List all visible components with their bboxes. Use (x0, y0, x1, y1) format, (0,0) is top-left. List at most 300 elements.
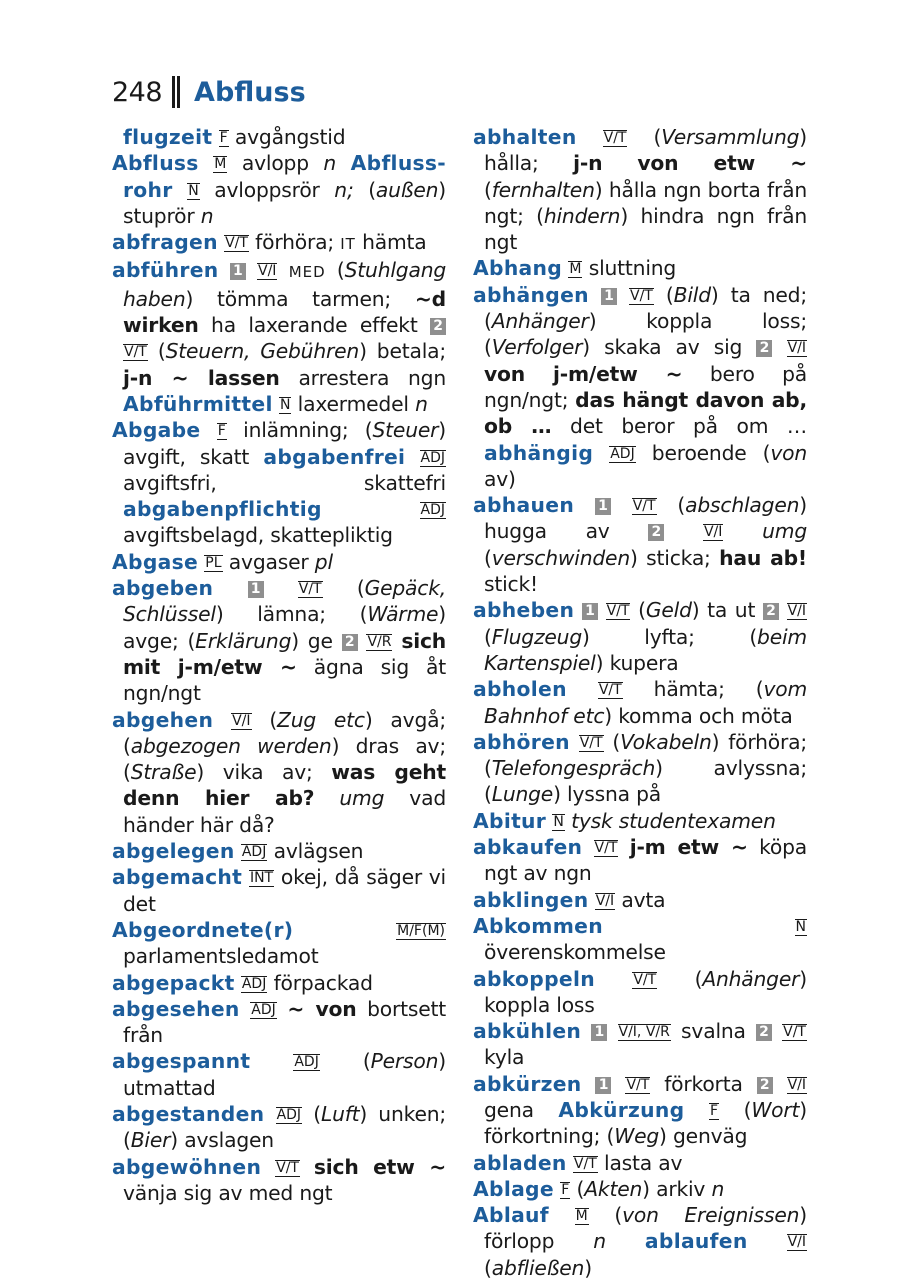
translation-text: ) koppla loss (484, 966, 807, 1017)
dictionary-entry (473, 729, 807, 808)
pos-label: N (188, 182, 199, 199)
translation-text: hämta (355, 230, 427, 255)
translation-text (617, 283, 629, 307)
italic-gloss: abgezogen werden (130, 733, 332, 758)
pos-label: N (795, 918, 806, 935)
italic-gloss: außen (375, 177, 439, 202)
pos-label: V/T (276, 1159, 299, 1176)
pos-label: M (569, 261, 582, 278)
translation-text (618, 835, 629, 859)
dictionary-entry (473, 1202, 807, 1281)
dictionary-entry (473, 913, 807, 966)
translation-text: ) hugga av (484, 493, 807, 544)
translation-text (201, 418, 217, 442)
pos-label: V/T (579, 734, 603, 751)
sense-number-badge: 1 (601, 288, 617, 305)
translation-text (593, 441, 609, 465)
translation-text (314, 786, 339, 810)
dictionary-entry (112, 150, 446, 229)
headword: Ablauf (473, 1203, 549, 1228)
translation-text (570, 730, 579, 754)
translation-text (264, 576, 298, 600)
pos-label: V/T (594, 840, 618, 857)
headword: abhauen (473, 493, 575, 518)
translation-text: ( (630, 598, 646, 623)
translation-text: ( (656, 493, 686, 518)
translation-text: beroende ( (635, 440, 771, 465)
translation-text (574, 493, 595, 517)
dictionary-entry (112, 1048, 446, 1101)
italic-gloss: n (323, 151, 337, 176)
translation-text: ) avge; ( (123, 602, 446, 653)
italic-gloss: Bild (673, 282, 711, 307)
pos-label: N (553, 813, 564, 830)
headword: abkühlen (473, 1019, 582, 1044)
headword: Abfluss (112, 151, 199, 176)
translation-text: ) förhöra; ( (484, 729, 807, 781)
bold-phrase: sich etw ~ (313, 1154, 446, 1179)
headword: Abfluss-rohr (123, 151, 447, 202)
dictionary-entry (112, 917, 446, 970)
translation-text: ) kupera (595, 650, 679, 675)
translation-text (607, 1019, 617, 1043)
translation-text: ( (570, 1176, 585, 1201)
italic-gloss: Anhänger (491, 309, 589, 334)
pos-label: V/I (787, 1234, 807, 1251)
translation-text: avgiftsfri, skattefri (123, 470, 446, 495)
italic-gloss: Flugzeug (491, 624, 582, 649)
right-column (473, 124, 807, 1281)
translation-text: avlopp (227, 151, 324, 176)
headword: Ablage (473, 1176, 554, 1201)
italic-gloss: n (593, 1229, 606, 1254)
translation-text: okej, då säger vi det (123, 865, 446, 916)
bold-phrase: hau ab! (719, 545, 807, 570)
translation-text (603, 914, 795, 938)
translation-text: av) (484, 466, 516, 491)
pos-label: ADJ (251, 1001, 276, 1018)
sense-number-badge: 2 (342, 634, 358, 651)
italic-gloss: Person (370, 1049, 439, 1074)
translation-text: ( (484, 545, 492, 570)
italic-gloss: pl (314, 549, 333, 574)
headword: Abitur (473, 808, 547, 833)
headword: abgesehen (112, 996, 240, 1021)
translation-text (277, 997, 288, 1021)
pos-label: INT (249, 870, 274, 887)
translation-text: avgångstid (228, 125, 346, 149)
translation-text: ) förlopp (484, 1203, 807, 1254)
translation-text: ) stuprör (123, 177, 447, 228)
translation-text: avloppsrör (199, 177, 335, 202)
headword: abklingen (473, 887, 589, 912)
italic-gloss: n (711, 1176, 725, 1201)
pos-label: N (279, 396, 291, 413)
translation-text (598, 598, 606, 622)
translation-text (219, 258, 230, 282)
italic-gloss: Gepäck, Schlüssel (123, 576, 447, 627)
translation-text (581, 1019, 591, 1043)
translation-text (595, 967, 632, 991)
italic-gloss: umg (762, 519, 807, 544)
translation-text (577, 125, 603, 149)
italic-gloss: Weg (614, 1124, 660, 1149)
italic-gloss: Erklärung (195, 628, 292, 653)
dictionary-entry (473, 597, 807, 676)
italic-gloss: Zug etc (277, 707, 365, 732)
dictionary-entry (112, 996, 446, 1049)
pos-label: F (710, 1102, 719, 1119)
italic-gloss: Anhänger (702, 966, 800, 991)
pos-label: V/R (367, 633, 392, 650)
italic-gloss: Wort (751, 1097, 800, 1122)
translation-text: avta (615, 887, 666, 912)
pos-label: F (217, 423, 226, 440)
translation-text: stick! (484, 572, 538, 597)
pos-label: V/T (124, 344, 147, 361)
translation-text: parlamentsledamot (123, 944, 319, 969)
translation-text: ( (322, 576, 365, 601)
translation-text: hämta; ( (622, 677, 764, 702)
translation-text: lasta av (597, 1150, 683, 1175)
bold-phrase: j-m etw ~ (629, 835, 748, 860)
pos-label: ADJ (420, 449, 445, 466)
headword: abhalten (473, 125, 577, 149)
translation-text: ( (484, 177, 492, 202)
headword: Abgabe (112, 418, 201, 443)
translation-text: ) avgift, skatt (123, 418, 446, 469)
italic-gloss: Telefongespräch (491, 756, 656, 781)
dictionary-entry (112, 1154, 446, 1207)
translation-text: ) koppla loss; ( (484, 309, 807, 360)
translation-text: ) avslagen (170, 1128, 274, 1153)
italic-gloss: Stuhlgang haben (123, 258, 447, 311)
translation-text (772, 335, 786, 359)
domain-label: MED (288, 263, 326, 282)
dictionary-entry (473, 255, 807, 281)
dictionary-entry (473, 966, 807, 1019)
bold-phrase: von j-m/etw ~ (484, 361, 683, 386)
translation-text: bortsett från (123, 996, 447, 1048)
translation-text: ) avgå; ( (123, 707, 447, 758)
pos-label: V/T (630, 287, 653, 304)
sense-number-badge: 2 (430, 318, 446, 335)
pos-label: V/T (632, 498, 656, 515)
translation-text: ( (353, 177, 376, 202)
headword: abgabenpflichtig (123, 497, 322, 522)
translation-text: ( (657, 966, 703, 991)
translation-text (392, 629, 401, 653)
translation-text: kyla (484, 1045, 525, 1070)
sense-number-badge: 2 (648, 524, 664, 541)
translation-text (606, 1229, 645, 1253)
dictionary-entry (112, 575, 446, 706)
italic-gloss: hindern (543, 203, 621, 228)
translation-text: köpa ngt av ngn (484, 835, 808, 886)
translation-text: ) skaka av sig (582, 335, 757, 360)
pos-label: V/T (298, 581, 322, 598)
translation-text (213, 576, 247, 600)
pos-label: V/I (787, 603, 807, 620)
sense-number-badge: 2 (763, 603, 779, 620)
pos-label: ADJ (294, 1054, 319, 1071)
dictionary-entry (112, 864, 446, 917)
pos-label: V/I, V/R (618, 1024, 670, 1041)
italic-gloss: Akten (584, 1176, 643, 1201)
bold-phrase: was geht denn hier ab? (123, 760, 446, 811)
headword: abkoppeln (473, 966, 595, 991)
headword: abgabenfrei (263, 444, 406, 469)
sense-number-badge: 1 (595, 498, 611, 515)
translation-text: ) lämna; ( (215, 602, 368, 627)
translation-text: ) sticka; (630, 545, 720, 570)
translation-text: ) komma och möta (604, 703, 793, 728)
pos-label: F (561, 1181, 570, 1198)
translation-text: ) förkortning; ( (484, 1097, 807, 1149)
headword: abholen (473, 677, 567, 702)
translation-text (723, 519, 762, 543)
translation-text: ha laxerande effekt (198, 313, 430, 338)
dictionary-entry (112, 229, 446, 257)
headword: Abhang (473, 256, 563, 281)
translation-text: arrestera ngn (279, 365, 446, 390)
translation-text: ) hindra ngn från ngt (484, 203, 807, 255)
translation-text: ) lyssna på (553, 782, 662, 807)
dictionary-entry (112, 1101, 446, 1154)
translation-text (779, 598, 787, 622)
translation-text: vänja sig av med ngt (123, 1180, 333, 1205)
dictionary-entry (473, 808, 807, 834)
italic-gloss: fernhalten (491, 177, 595, 202)
dictionary-entry (473, 834, 807, 887)
headword: flugzeit (123, 125, 213, 149)
translation-text (264, 1102, 275, 1126)
translation-text (611, 1072, 625, 1096)
pos-label: V/T (606, 603, 630, 620)
dictionary-entry (473, 1176, 807, 1202)
dictionary-entry (473, 1071, 807, 1150)
italic-gloss: Steuern, Gebühren (165, 339, 360, 364)
italic-gloss: Geld (645, 598, 692, 623)
translation-text (748, 1229, 787, 1253)
translation-text: gena (484, 1097, 559, 1122)
translation-text: ) vika av; (196, 760, 332, 785)
dictionary-entry (112, 417, 446, 548)
translation-text: vad händer här då? (123, 786, 446, 837)
headword: Abgase (112, 549, 199, 574)
dictionary-entry (473, 676, 807, 729)
page-header (112, 72, 306, 112)
pos-label: V/T (783, 1024, 806, 1041)
translation-text: förkorta (650, 1071, 757, 1096)
sense-number-badge: 2 (756, 340, 772, 357)
translation-text: ) genväg (659, 1124, 748, 1149)
translation-text: ( (627, 125, 662, 149)
translation-text: ( (319, 1049, 371, 1074)
headword: abgehen (112, 707, 214, 732)
pos-label: V/I (232, 712, 251, 729)
translation-text: ) ta ned; ( (484, 282, 807, 334)
translation-text (173, 178, 188, 202)
italic-gloss: beim Kartenspiel (484, 624, 807, 675)
headword: abfragen (112, 230, 218, 255)
translation-text: ( (325, 258, 345, 283)
translation-text: avgiftsbelagd, skattepliktig (123, 523, 393, 548)
translation-text: ( (484, 1255, 492, 1280)
translation-text (549, 1203, 575, 1227)
translation-text: ( (719, 1097, 752, 1122)
translation-text: laxermedel (291, 391, 416, 416)
headword: abgelegen (112, 839, 235, 864)
italic-gloss: abschlagen (685, 493, 800, 518)
headword: abkaufen (473, 835, 583, 860)
dictionary-entry (112, 257, 446, 417)
translation-text (300, 1155, 314, 1179)
headword: abhören (473, 729, 570, 754)
italic-gloss: von (770, 440, 807, 465)
dictionary-entry (473, 124, 807, 255)
translation-text (261, 1155, 275, 1179)
pos-label: M (575, 1208, 588, 1225)
italic-gloss: Wärme (367, 602, 439, 627)
pos-label: V/I (595, 892, 615, 909)
bold-phrase: j-n von etw ~ (573, 151, 807, 176)
translation-text: ) arkiv (642, 1176, 712, 1201)
dictionary-entry (473, 1018, 807, 1071)
translation-text: svalna (670, 1019, 756, 1044)
translation-text: bero på ngn/ngt; (484, 361, 807, 412)
italic-gloss: verschwinden (491, 545, 630, 570)
headword: Abkommen (473, 913, 603, 938)
translation-text: ( (653, 282, 674, 307)
translation-text (213, 708, 231, 732)
translation-text (240, 997, 251, 1021)
pos-label: F (219, 130, 228, 146)
headword: abheben (473, 598, 575, 623)
italic-gloss: Luft (320, 1101, 360, 1126)
translation-text: ( (603, 729, 621, 754)
italic-gloss: abfließen (491, 1255, 585, 1280)
translation-text (322, 497, 420, 521)
dictionary-entry (112, 707, 446, 838)
italic-gloss: umg (339, 786, 385, 811)
dictionary-entry (473, 492, 807, 597)
left-column (112, 124, 446, 1206)
italic-gloss: Steuer (372, 418, 439, 443)
translation-text (242, 865, 249, 889)
translation-text: ( (147, 339, 166, 364)
translation-text (582, 835, 593, 859)
headword: abgespannt (112, 1049, 251, 1074)
sense-number-badge: 1 (230, 263, 246, 280)
translation-text: sluttning (582, 256, 677, 281)
sense-number-badge: 2 (757, 1077, 773, 1094)
dictionary-entry (473, 887, 807, 913)
headword: Abgeordnete(r) (112, 917, 294, 942)
translation-text: ) ge (291, 628, 342, 653)
italic-gloss: Straße (130, 760, 197, 785)
italic-gloss: n; (334, 177, 354, 202)
headword: Abführmittel (123, 391, 273, 416)
italic-gloss: n (415, 391, 428, 416)
translation-text: ( (588, 1203, 623, 1228)
pos-label: V/I (787, 1076, 807, 1093)
italic-gloss: Lunge (491, 782, 554, 807)
pos-label: ADJ (241, 844, 267, 861)
italic-gloss: n (200, 203, 214, 228)
headword: abgemacht (112, 865, 243, 890)
sense-number-badge: 2 (756, 1024, 772, 1041)
dictionary-entry (473, 1150, 807, 1176)
translation-text: förpackad (267, 970, 373, 995)
translation-text: ) betala; (359, 339, 446, 364)
translation-text (250, 1049, 293, 1073)
sense-number-badge: 1 (582, 603, 598, 620)
translation-text (773, 1072, 787, 1096)
pos-label: V/I (787, 340, 806, 357)
translation-text: ( (484, 624, 492, 649)
translation-text (574, 598, 582, 622)
pos-label: ADJ (610, 445, 635, 462)
translation-text: avlägsen (267, 839, 364, 864)
pos-label: V/I (703, 524, 723, 541)
headword: abgepackt (112, 970, 235, 995)
translation-text (405, 445, 419, 469)
double-bar-divider (172, 76, 180, 108)
translation-text: ) utmattad (123, 1049, 446, 1100)
sense-number-badge: 1 (591, 1024, 607, 1041)
translation-text (358, 629, 367, 653)
headword: abhängen (473, 282, 589, 307)
domain-label: IT (340, 235, 356, 254)
translation-text (293, 918, 396, 942)
translation-text: ) lyfta; ( (582, 624, 758, 649)
translation-text: det beror på om … (551, 414, 807, 439)
bold-phrase: sich mit j-m/etw ~ (123, 628, 447, 679)
headword: Abkürzung (558, 1097, 685, 1122)
translation-text: ) (584, 1255, 592, 1280)
translation-text (611, 493, 632, 517)
translation-text (567, 677, 598, 701)
translation-text: inlämning; ( (226, 418, 373, 443)
pos-label: V/T (633, 971, 657, 988)
dictionary-entry (112, 970, 446, 996)
translation-text: ( (251, 707, 278, 732)
pos-label: V/I (258, 263, 277, 280)
translation-text: ägna sig åt ngn/ngt (123, 654, 446, 706)
headword: abgewöhnen (112, 1154, 262, 1179)
pos-label: M/F(M) (397, 922, 445, 939)
translation-text: ) dras av; ( (123, 733, 446, 785)
headword: abhängig (484, 440, 594, 465)
translation-text (684, 1098, 709, 1122)
headword: ablaufen (644, 1229, 748, 1254)
pos-label: ADJ (241, 975, 267, 992)
translation-text (772, 1019, 782, 1043)
headword: abgeben (112, 576, 214, 601)
bold-phrase: ~ von (287, 996, 357, 1021)
translation-text: ) hålla ngn borta från ngt; ( (484, 177, 807, 228)
pos-label: M (214, 156, 227, 173)
translation-text: ) ta ut (691, 598, 763, 623)
italic-gloss: von Ereignissen (622, 1203, 800, 1228)
dictionary-entry (112, 124, 446, 150)
translation-text: ( (302, 1101, 321, 1126)
translation-text (664, 519, 703, 543)
translation-text (199, 151, 214, 175)
italic-gloss: Verfolger (491, 335, 583, 360)
translation-text (246, 258, 257, 282)
